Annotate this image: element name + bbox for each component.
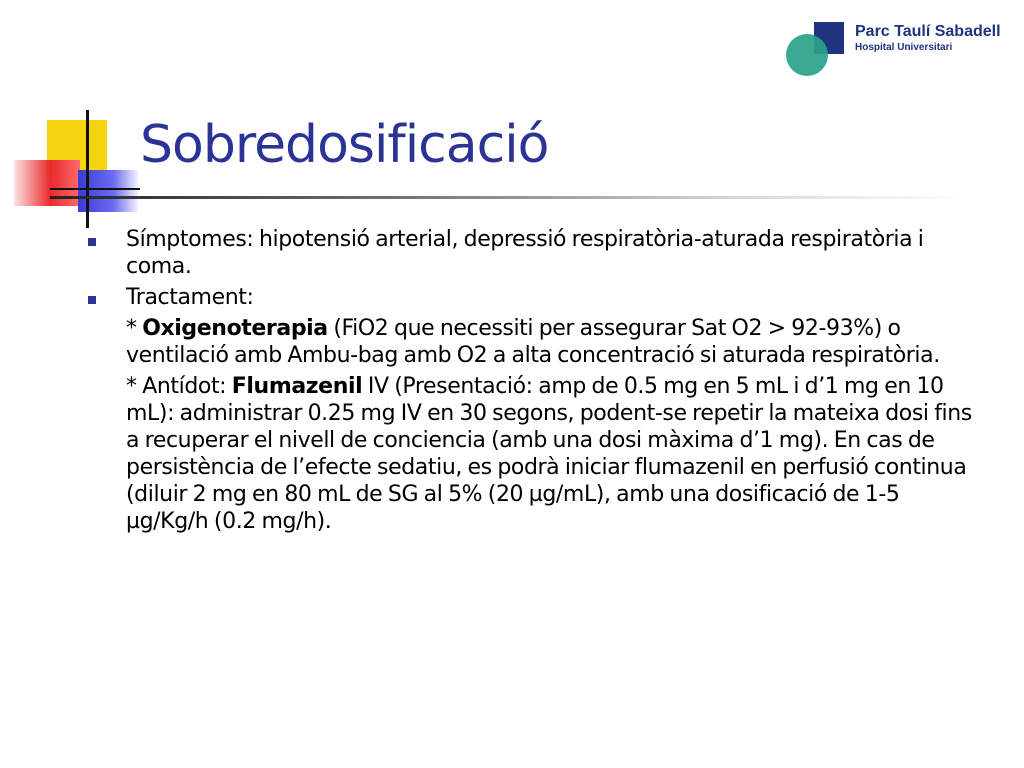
logo-text bbox=[855, 22, 1001, 54]
oxygen-text: (FiO2 que necessiti per assegurar Sat O2 > 92-93%) o ventilació amb Ambu-bag amb O2 a alta concentració si aturada respiratòria. bbox=[126, 316, 940, 368]
oxygen-prefix: * bbox=[126, 316, 143, 341]
hospital-logo bbox=[786, 20, 1016, 76]
bullet-symptoms bbox=[126, 226, 986, 280]
hospital-logo-icon bbox=[786, 20, 848, 76]
decor-red-square bbox=[14, 160, 80, 206]
bullet-text: Símptomes: hipotensió arterial, depressió respiratòria-aturada respiratòria i coma. bbox=[126, 227, 924, 279]
bullet-square-icon bbox=[88, 296, 96, 304]
antidote-prefix: * Antídot: bbox=[126, 374, 232, 399]
antidote-text: IV (Presentació: amp de 0.5 mg en 5 mL i d’1 mg en 10 mL): administrar 0.25 mg IV en 30 segons, podent-se repetir la mateixa dosi fins a recuperar el nivell de conciencia (amb una dosi màxima d’1 mg). En cas de persistència de l’efecte sedatiu, es podrà iniciar flumazenil en perfusió continua (diluir 2 mg en 80 mL de SG al 5% (20 µg/mL), amb una dosificació de 1-5 µg/Kg/h (0.2 mg/h). bbox=[126, 374, 972, 534]
bullet-text: Tractament: bbox=[126, 285, 254, 310]
logo-subtitle: Hospital Universitari bbox=[855, 42, 953, 53]
treatment-antidote bbox=[126, 373, 986, 535]
decorative-squares bbox=[0, 100, 150, 230]
slide-title: Sobredosificació bbox=[140, 115, 549, 175]
treatment-oxygen bbox=[126, 315, 986, 369]
antidote-bold: Flumazenil bbox=[231, 374, 363, 399]
oxygen-bold: Oxigenoterapia bbox=[142, 316, 328, 341]
slide-body bbox=[126, 226, 986, 539]
bullet-square-icon bbox=[88, 238, 96, 246]
logo-name: Parc Taulí Sabadell bbox=[855, 23, 1001, 40]
decor-horizontal-line bbox=[50, 188, 140, 190]
title-underline bbox=[50, 196, 970, 199]
logo-green-circle bbox=[786, 34, 828, 76]
bullet-treatment bbox=[126, 284, 986, 311]
decor-vertical-line bbox=[86, 110, 89, 228]
